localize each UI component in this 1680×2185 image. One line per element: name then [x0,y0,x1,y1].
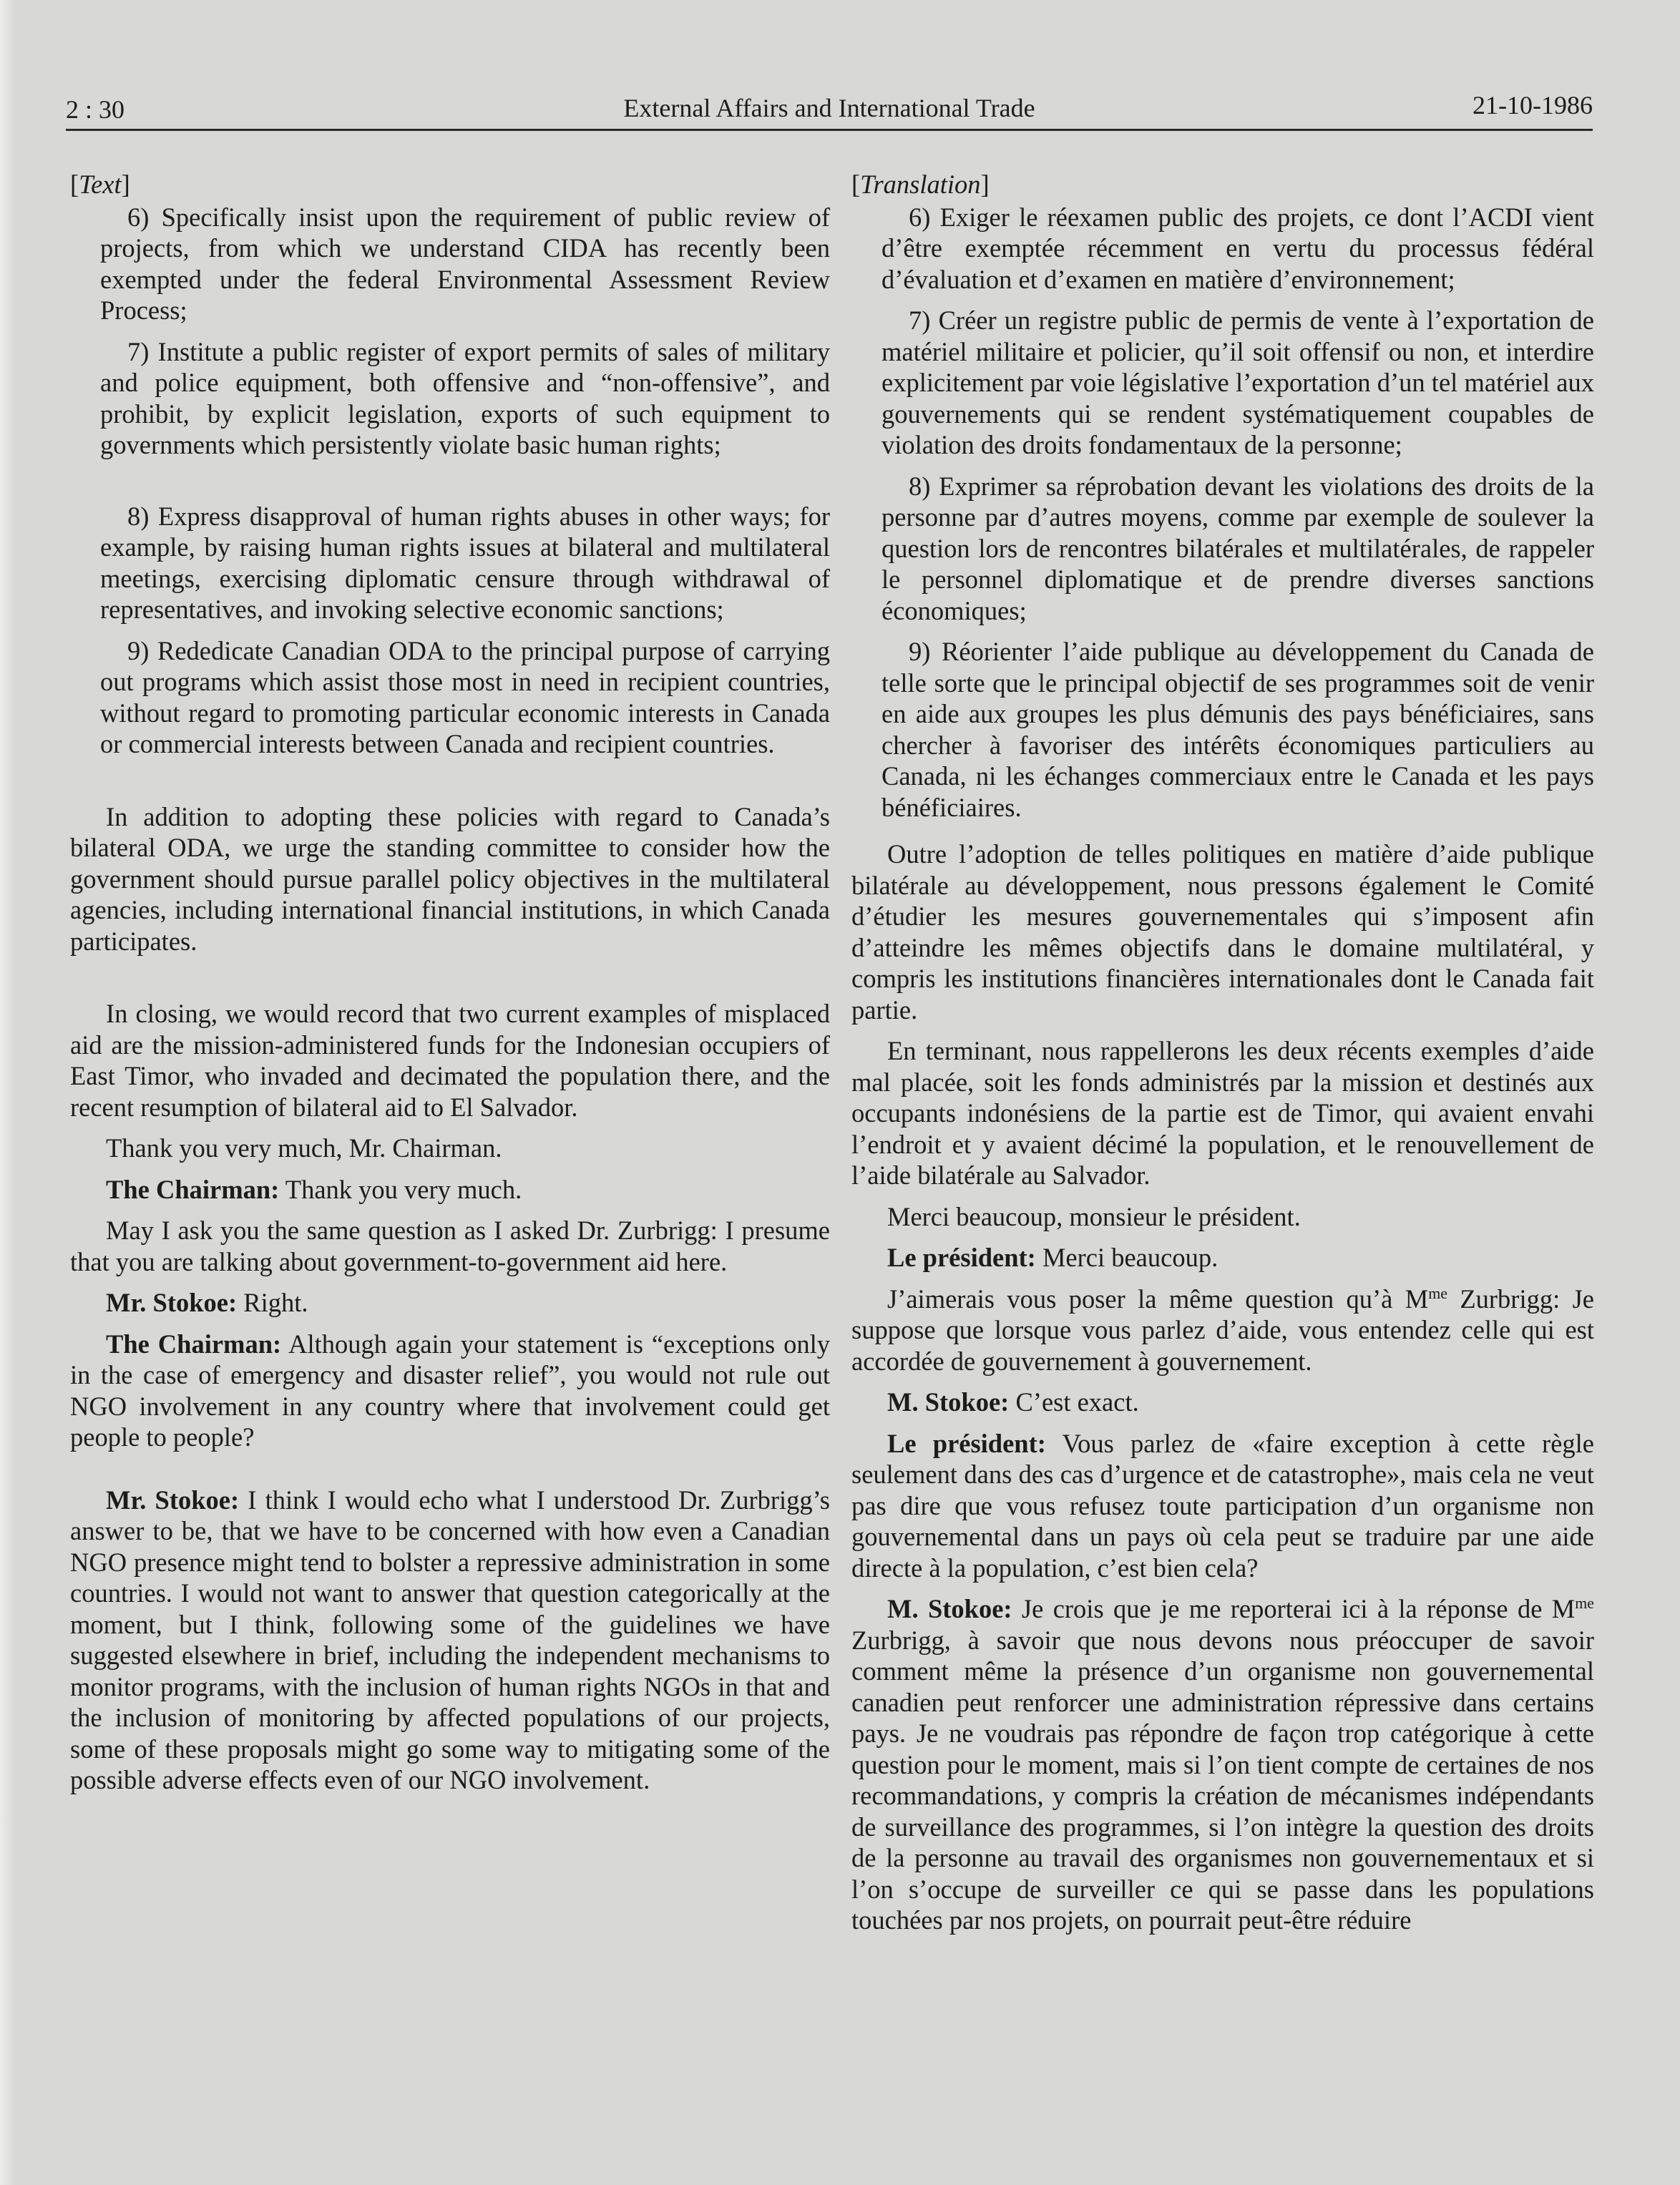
page-header [66,86,1593,131]
speaker-name: The Chairman: [106,1174,280,1204]
speech-text: Merci beaucoup. [1035,1243,1219,1272]
speech-text: Je crois que je me reporterai ici à la réponse de M [1012,1594,1576,1623]
page-number: 2 : 30 [66,95,125,124]
section-label-text [70,169,830,200]
speech-text: Zurbrigg, à savoir que nous devons nous préoccuper de savoir comment même la présence d’un organisme non gouvernemental canadien peut renforcer une administration répressive dans certains pays. Je ne voudrais pas répondre de façon trop catégorique à cette question pour le moment, mais si l’on tient compte de certaines de nos recommandations, y compris la création de mécanismes indépendants de surveillance des programmes, si l’on intègre la question des droits de la personne au travail des organismes non gouvernementaux et si l’on s’occupe de surveiller ce qui se passe dans les populations touchées par nos projets, on pourrait peut-être réduire [851,1625,1594,1935]
speaker-name: Mr. Stokoe: [106,1288,238,1317]
speech-text: Thank you very much. [279,1174,522,1204]
recommandation-6: 6) Exiger le réexamen public des projets, ce dont l’ACDI vient d’être exemptée récemment en vertu du processus fédéral d’évaluation et d’examen en matière d’environnement; [881,202,1594,294]
header-date: 21-10-1986 [1473,91,1593,119]
speaker-name: Le président: [887,1243,1036,1272]
speaker-name: The Chairman: [106,1329,282,1359]
section-label-word: Text [79,170,122,199]
chairman-reply-1 [70,1174,830,1206]
addition-paragraph: In addition to adopting these policies with regard to Canada’s bilateral ODA, we urge the standing committee to consider how the government should pursue parallel policy objectives in the multilateral agencies, including international financial institutions, in which Canada participates. [70,801,830,956]
recommendation-9: 9) Rededicate Canadian ODA to the principal purpose of carrying out programs which assist those most in need in recipient countries, without regard to promoting particular economic interests in Canada or commercial interests between Canada and recipient countries. [100,635,830,758]
speaker-name: M. Stokoe: [887,1594,1012,1623]
speech-text: J’aimerais vous poser la même question qu’à M [887,1284,1429,1314]
outre-paragraph: Outre l’adoption de telles politiques en matière d’aide publique bilatérale au développement, nous pressons également le Comité d’étudier les mesures gouvernementales qui s’imposent afin d’atteindre les mêmes objectifs dans le domaine multilatéral, y compris les institutions financières internationales dont le Canada fait partie. [851,839,1594,1025]
speech-text: Zurbrigg: Je suppose que lorsque vous parlez d’aide, vous entendez celle qui est accordée de gouvernement à gouvernement. [851,1284,1595,1376]
stokoe-reply-fr-1 [851,1387,1594,1418]
recommendation-7: 7) Institute a public register of export permits of sales of military and police equipment, both offensive and “non-offensive”, and prohibit, by explicit legislation, exports of such equipment to governments which persistently violate basic human rights; [100,336,830,459]
recommendation-8: 8) Express disapproval of human rights abuses in other ways; for example, by raising human rights issues at bilateral and multilateral meetings, exercising diplomatic censure through withdrawal of representatives, and invoking selective economic sanctions; [100,501,830,624]
running-title: External Affairs and International Trade [623,94,1035,122]
page-edge [0,0,16,2185]
bracket-close: ] [121,170,130,199]
closing-paragraph: In closing, we would record that two current examples of misplaced aid are the mission-administered funds for the Indonesian occupiers of East Timor, who invaded and decimated the population there, and the recent resumption of bilateral aid to El Salvador. [70,999,830,1122]
speech-text: Right. [237,1288,308,1317]
bracket-open: [ [851,170,861,199]
title-superscript: me [1575,1593,1595,1612]
recommendation-6: 6) Specifically insist upon the requirement of public review of projects, from which we understand CIDA has recently been exempted under the federal Environmental Assessment Review Process; [100,202,830,325]
president-reply-1 [851,1242,1594,1274]
recommandation-8: 8) Exprimer sa réprobation devant les violations des droits de la personne par d’autres moyens, comme par exemple de soulever la question lors de rencontres bilatérales et multilatérales, de rappeler le personnel diplomatique et de prendre diverses sanctions économiques; [881,471,1594,625]
speaker-name: M. Stokoe: [887,1387,1010,1417]
speech-text: I think I would echo what I understood Dr. Zurbrigg’s answer to be, that we have to be concerned with how even a Canadian NGO presence might tend to bolster a repressive administration in some countries. I would not want to answer that question categorically at the moment, but I think, following some of the guidelines we have suggested elsewhere in brief, including the independent mechanisms to monitor programs, with the inclusion of human rights NGOs in that and the inclusion of monitoring by affected populations of our projects, some of these proposals might go some way to mitigating some of the possible adverse effects even of our NGO involvement. [70,1485,830,1794]
bracket-open: [ [70,170,79,199]
recommandation-9: 9) Réorienter l’aide publique au développement du Canada de telle sorte que le principal objectif de ses programmes soit de venir en aide aux groupes les plus démunis des pays bénéficiaires, sans chercher à favoriser des intérêts économiques particuliers au Canada, ni les échanges commerciaux entre le Canada et les pays bénéficiaires. [881,637,1594,822]
stokoe-reply-2 [70,1485,830,1796]
terminant-paragraph: En terminant, nous rappellerons les deux récents exemples d’aide mal placée, soit les fonds administrés par la mission et destinés aux occupants indonésiens de la partie est de Timor, qui avaient envahi l’endroit et y avaient décimé la population, et le renouvellement de l’aide bilatérale au Salvador. [851,1036,1594,1190]
stokoe-reply-fr-2 [851,1593,1594,1936]
english-column [70,169,830,1806]
section-label-translation [851,169,1594,200]
title-superscript: me [1428,1284,1447,1302]
speaker-name: Le président: [887,1428,1046,1458]
speaker-name: Mr. Stokoe: [106,1485,240,1515]
merci-line: Merci beaucoup, monsieur le président. [887,1201,1301,1231]
french-column [851,169,1594,1946]
thanks-line: Thank you very much, Mr. Chairman. [106,1133,502,1163]
stokoe-reply-1 [70,1287,830,1319]
chairman-reply-2 [70,1329,830,1453]
president-reply-2 [851,1428,1594,1584]
speech-text: Vous parlez de «faire exception à cette règle seulement dans des cas d’urgence et de catastrophe», mais cela ne veut pas dire que vous refusez toute participation d’un organisme non gouvernemental dans un pays où cela peut se traduire par une aide directe à la population, c’est bien cela? [851,1428,1594,1583]
bracket-close: ] [980,170,990,199]
speech-text: Although again your statement is “exceptions only in the case of emergency and disaster relief”, you would not rule out NGO involvement in any country where that involvement could get people to people? [70,1329,830,1452]
question-paragraph: May I ask you the same question as I asked Dr. Zurbrigg: I presume that you are talking about government-to-government aid here. [70,1216,830,1276]
question-fr-paragraph [851,1284,1594,1377]
section-label-word: Translation [860,170,981,199]
speech-text: C’est exact. [1009,1387,1139,1417]
recommandation-7: 7) Créer un registre public de permis de vente à l’exportation de matériel militaire et policier, qu’il soit offensif ou non, et interdire explicitement par voie législative l’exportation d’un tel matériel aux gouvernements qui se rendent systématiquement coupables de violation des droits fondamentaux de la personne; [881,305,1594,459]
